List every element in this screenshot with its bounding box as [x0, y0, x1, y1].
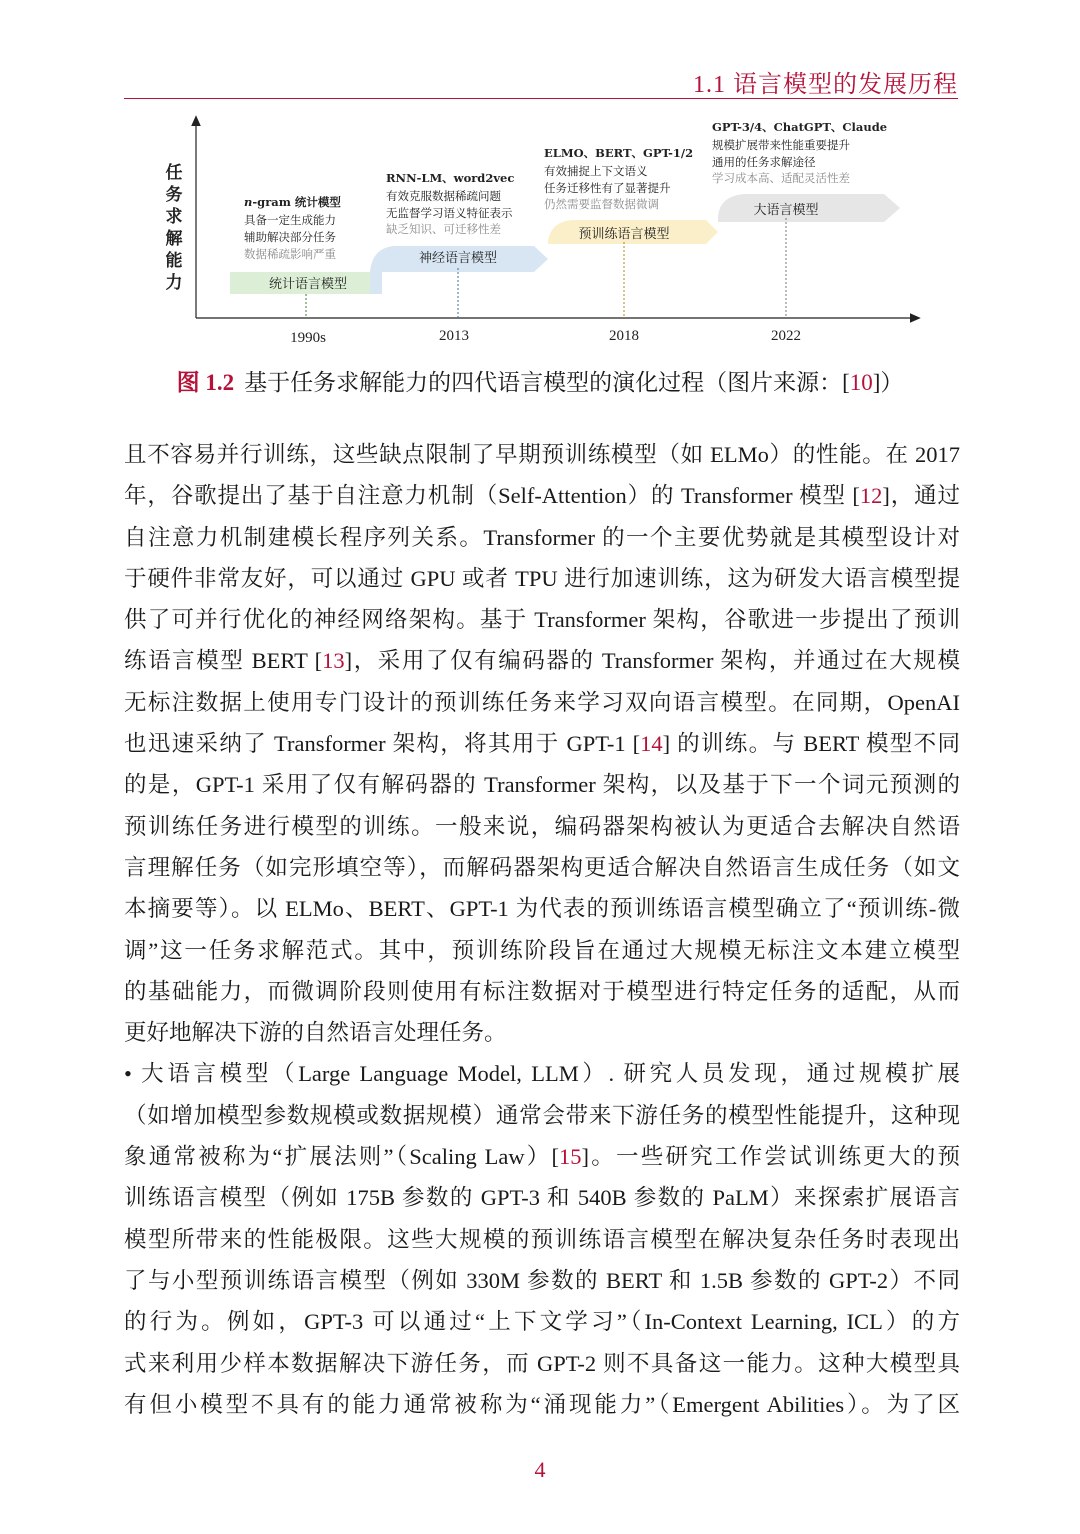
stage-feature: 通用的任务求解途径 — [712, 155, 816, 169]
stage-feature: 任务迁移性有了显著提升 — [544, 181, 671, 195]
stage-limit: 仍然需要监督数据微调 — [544, 197, 659, 211]
citation-link[interactable]: 13 — [322, 648, 345, 674]
y-label-char: 能 — [165, 251, 183, 270]
text-line — [124, 888, 960, 929]
stage-label-neural: 神经语言模型 — [418, 251, 498, 266]
text-line — [124, 1095, 960, 1136]
text-line — [124, 1384, 960, 1425]
text-segment: 自注意力机制建模长程序列关系。Transformer 的一个主要优势就是其模型设计对 — [124, 524, 960, 550]
text-segment: 了与小型预训练语言模型（例如 330M 参数的 BERT 和 1.5B 参数的 GPT-2）不同 — [124, 1267, 960, 1293]
text-line — [124, 1012, 960, 1053]
text-line — [124, 1260, 960, 1301]
stage-banner-llm — [706, 194, 900, 244]
stage-feature: 有效捕捉上下文语义 — [544, 164, 648, 178]
running-header — [124, 64, 958, 99]
text-segment: 训练语言模型（例如 175B 参数的 GPT-3 和 540B 参数的 PaLM）来探索扩展语言 — [124, 1185, 960, 1211]
text-line — [124, 682, 960, 723]
text-segment: 也迅速采纳了 Transformer 架构，将其用于 GPT-1 [ — [124, 731, 641, 757]
stage-label-statistical: 统计语言模型 — [268, 277, 348, 292]
text-segment: ] 的训练。与 BERT 模型不同 — [662, 731, 960, 757]
x-tick-label: 2013 — [439, 328, 469, 344]
text-line — [124, 475, 960, 516]
body-text — [124, 434, 960, 1425]
text-line — [124, 847, 960, 888]
stage-feature: 无监督学习语义特征表示 — [386, 206, 513, 220]
text-segment: 预训练任务进行模型的训练。一般来说，编码器架构被认为更适合去解决自然语 — [124, 813, 960, 839]
text-segment: 更好地解决下游的自然语言处理任务。 — [124, 1020, 507, 1046]
figure-number: 图 1.2 — [176, 370, 235, 395]
text-line — [124, 1136, 960, 1177]
text-segment: 模型所带来的性能极限。这些大规模的预训练语言模型在解决复杂任务时表现出 — [124, 1226, 960, 1252]
text-line — [124, 1301, 960, 1342]
paragraph-1 — [124, 434, 960, 1053]
text-line — [124, 971, 960, 1012]
stage-label-pretrained: 预训练语言模型 — [578, 227, 670, 242]
text-segment: 有但小模型不具有的能力通常被称为“涌现能力”（Emergent Abilities）。为了区 — [124, 1391, 960, 1417]
stage-feature: 辅助解决部分任务 — [244, 230, 336, 244]
text-segment: 言理解任务（如完形填空等），而解码器架构更适合解决自然语言生成任务（如文 — [124, 854, 960, 880]
text-line — [124, 1219, 960, 1260]
text-line — [124, 764, 960, 805]
text-segment: 无标注数据上使用专门设计的预训练任务来学习双向语言模型。在同期，OpenAI — [124, 689, 960, 715]
text-segment: 供了可并行优化的神经网络架构。基于 Transformer 架构，谷歌进一步提出了预训 — [124, 607, 960, 633]
text-segment: 的基础能力，而微调阶段则使用有标注数据对于模型进行特定任务的适配，从而 — [124, 978, 960, 1004]
stage-limit: 数据稀疏影响严重 — [244, 247, 336, 261]
text-segment: 本摘要等）。以 ELMo、BERT、GPT-1 为代表的预训练语言模型确立了“预训练-微 — [124, 896, 960, 922]
text-line — [124, 640, 960, 681]
paragraph-2 — [124, 1053, 960, 1425]
caption-text: 基于任务求解能力的四代语言模型的演化过程（图片来源：[ — [244, 370, 850, 395]
stage-feature: 有效克服数据稀疏问题 — [386, 189, 501, 203]
x-tick-label: 2018 — [609, 328, 639, 344]
citation-link[interactable]: 12 — [859, 483, 883, 509]
text-segment: 于硬件非常友好，可以通过 GPU 或者 TPU 进行加速训练，这为研发大语言模型提 — [124, 565, 960, 591]
text-segment: 年，谷歌提出了基于自注意力机制（Self-Attention）的 Transformer 模型 [ — [124, 483, 860, 509]
stage-title-statistical: n-gram 统计模型 — [244, 195, 341, 209]
text-segment: 练语言模型 BERT [ — [124, 648, 323, 674]
text-segment: 式来利用少样本数据解决下游任务，而 GPT-2 则不具备这一能力。这种大模型具 — [124, 1350, 960, 1376]
y-label-char: 任 — [165, 163, 183, 182]
text-segment: （如增加模型参数规模或数据规模）通常会带来下游任务的模型性能提升，这种现 — [124, 1102, 960, 1128]
stage-title-neural: RNN-LM、word2vec — [386, 171, 515, 185]
text-line — [124, 434, 960, 475]
citation-link[interactable]: 10 — [849, 370, 873, 395]
text-line — [124, 1053, 960, 1094]
text-line — [124, 1177, 960, 1218]
text-segment: ]，通过 — [882, 483, 960, 509]
text-segment: • 大语言模型（Large Language Model, LLM）. 研究人员发现，通过规模扩展 — [124, 1061, 960, 1087]
evolution-figure — [124, 112, 958, 352]
figure-caption — [0, 364, 1080, 397]
stage-title-llm: GPT-3/4、ChatGPT、Claude — [712, 120, 888, 134]
evolution-diagram — [124, 112, 958, 352]
text-line — [124, 723, 960, 764]
stage-label-llm: 大语言模型 — [753, 203, 819, 218]
stage-limit: 缺乏知识、可迁移性差 — [386, 222, 501, 236]
x-tick-label: 1990s — [290, 330, 326, 346]
caption-tail: ]） — [872, 370, 904, 395]
stage-feature: 具备一定生成能力 — [244, 213, 336, 227]
text-segment: 且不容易并行训练，这些缺点限制了早期预训练模型（如 ELMo）的性能。在 2017 — [124, 442, 960, 467]
stage-title-pretrained: ELMO、BERT、GPT-1/2 — [544, 146, 694, 160]
text-segment: 象通常被称为“扩展法则”（Scaling Law）[ — [124, 1144, 560, 1170]
text-segment: 的是，GPT-1 采用了仅有解码器的 Transformer 架构，以及基于下一个词元预测的 — [124, 772, 960, 798]
text-segment: ]，采用了仅有编码器的 Transformer 架构，并通过在大规模 — [344, 648, 960, 674]
y-label-char: 务 — [165, 185, 183, 204]
y-label-char: 力 — [165, 273, 183, 292]
text-line — [124, 517, 960, 558]
citation-link[interactable]: 15 — [559, 1144, 582, 1170]
text-line — [124, 1343, 960, 1384]
stage-feature: 规模扩展带来性能重要提升 — [712, 138, 850, 152]
text-line — [124, 558, 960, 599]
y-label-char: 求 — [165, 207, 183, 226]
text-line — [124, 806, 960, 847]
stage-limit: 学习成本高、适配灵活性差 — [712, 171, 850, 185]
text-segment: 的行为。例如，GPT-3 可以通过“上下文学习”（In-Context Learning, ICL）的方 — [124, 1309, 960, 1335]
y-label-char: 解 — [165, 229, 183, 248]
citation-link[interactable]: 14 — [640, 731, 663, 757]
text-line — [124, 599, 960, 640]
text-line — [124, 930, 960, 971]
text-segment: ]。一些研究工作尝试训练更大的预 — [581, 1144, 960, 1170]
page-number: 4 — [534, 1457, 546, 1482]
text-segment: 调”这一任务求解范式。其中，预训练阶段旨在通过大规模无标注文本建立模型 — [124, 937, 960, 963]
section-title: 1.1 语言模型的发展历程 — [693, 72, 958, 98]
x-tick-label: 2022 — [771, 328, 801, 344]
